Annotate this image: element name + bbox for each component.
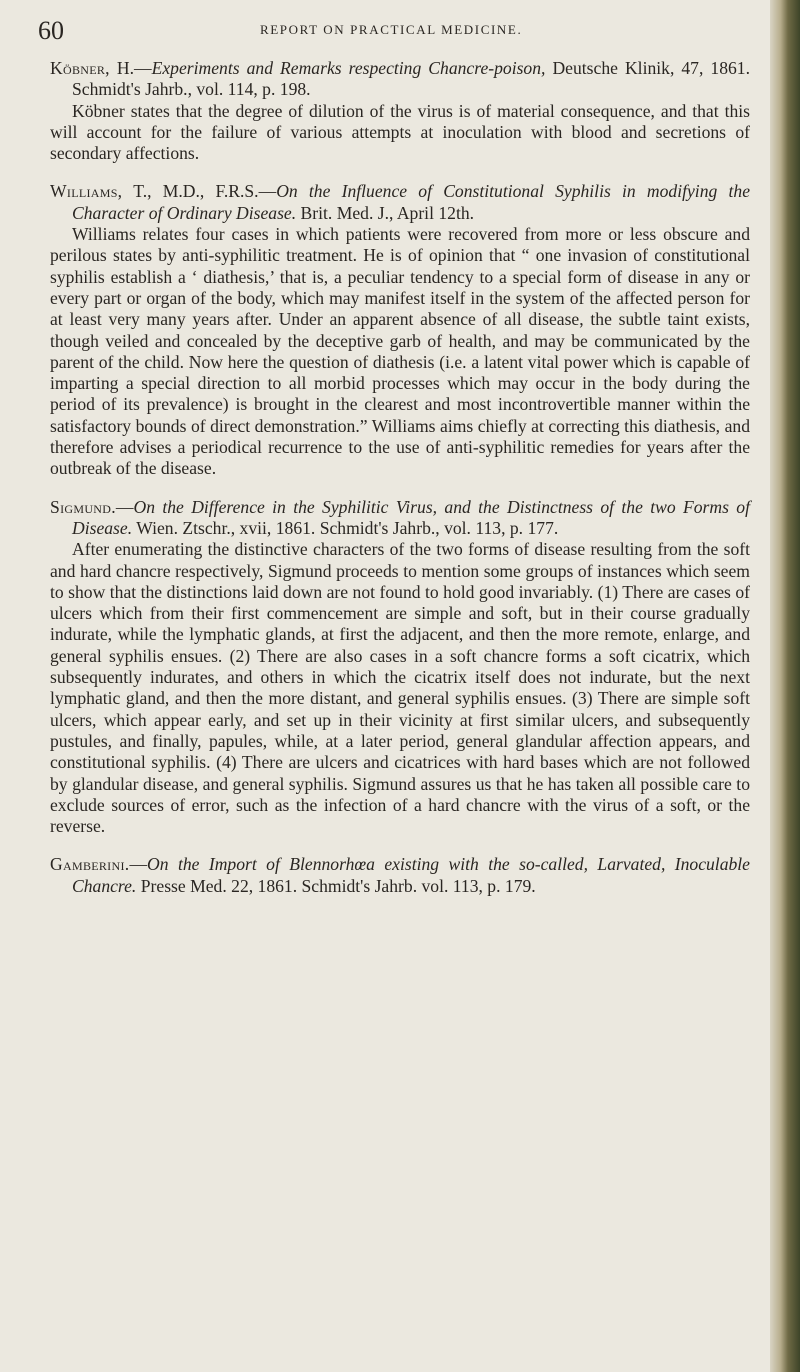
citation [50,854,750,897]
citation [50,58,750,101]
abstract-text: Williams relates four cases in which patients were recovered from more or less obscure and perilous states by anti-syphilitic treatment. He is of opinion that “ one invasion of constitutional syphilis establish a ‘ diathesis,’ that is, a peculiar tendency to a special form of disease in any or every part or organ of the body, which may manifest itself in the system of the affected person for at least very many years after. Under an apparent absence of all disease, the subtle taint exists, though veiled and concealed by the deceptive garb of health, and may be communicated by the parent of the child. Now here the question of diathesis (i.e. a latent vital power which is capable of imparting a special direction to all morbid processes which may occur in the body during the period of its prevalence) is brought in the clearest and most incontrovertible manner within the satisfactory bounds of direct demonstration.” Williams aims chiefly at correcting this diathesis, and therefore advises a periodical recurrence to the use of anti-syphilitic remedies for years after the outbreak of the disease. [50,224,750,479]
abstract-text: Köbner states that the degree of dilution of the virus is of material consequence, and that this will account for the failure of various attempts at inoculation with blood and secretions of secondary affections. [50,100,750,164]
running-head: REPORT ON PRACTICAL MEDICINE. [260,22,523,37]
citation [50,181,750,224]
author-detail: — [129,854,148,875]
article-title: On the Difference in the Syphilitic Virus, and the Distinctness of the two Forms of Disease. [72,496,750,538]
citation-source: Wien. Ztschr., xvii, 1861. Schmidt's Jahrb., vol. 113, p. 177. [132,517,559,538]
citation-source: Presse Med. 22, 1861. Schmidt's Jahrb. vol. 113, p. 179. [136,875,536,896]
author-name: Williams, [50,181,123,202]
article-title: Experiments and Remarks respecting Chancre-poison, [151,58,546,78]
page-number: 60 [38,16,64,45]
author-detail: — [115,496,134,517]
bibliography-entry-sigmund [50,497,750,838]
author-name: Köbner, [50,58,110,78]
bibliography-entry-williams [50,181,750,479]
bibliography-entry-kobner [50,58,750,164]
article-title: On the Import of Blennorhœa existing with the so-called, Larvated, Inoculable Chancre. [72,854,750,896]
page-edge-binding [770,0,800,1372]
citation-source: Brit. Med. J., April 12th. [296,202,475,223]
author-name: Sigmund. [50,496,116,517]
page-content [50,58,750,914]
abstract-text: After enumerating the distinctive characters of the two forms of disease resulting from the soft and hard chancre respectively, Sigmund proceeds to mention some groups of instances which seem to show that the distinctions laid down are not found to hold good invariably. (1) There are cases of ulcers which from their first commencement are simple and soft, but in their course gradually indurate, while the lymphatic glands, at first the adjacent, and then the more remote, enlarge, and general syphilis ensues. (2) There are also cases in a soft chancre forms a soft cicatrix, which subsequently indurates, and others in which the cicatrix itself does not indurate, but the next lymphatic gland, and then the more distant, and general syphilis ensues. (3) There are simple soft ulcers, which appear early, and set up in their vicinity at first similar ulcers, and subsequently pustules, and finally, papules, while, at a later period, general glandular affection appears, and constitutional syphilis. (4) There are ulcers and cicatrices with hard bases which are not followed by glandular disease, and general syphilis. Sigmund assures us that he has taken all possible care to exclude sources of error, such as the infection of a hard chancre with the virus of a soft, or the reverse. [50,539,750,837]
bibliography-entry-gamberini [50,854,750,897]
author-name: Gamberini. [50,854,130,875]
author-detail: T., M.D., F.R.S.— [122,181,277,202]
citation [50,497,750,540]
author-detail: H.— [109,58,152,78]
citation-source: Deutsche Klinik, 47, 1861. Schmidt's Jahrb., vol. 114, p. 198. [72,58,750,100]
article-title: On the Influence of Constitutional Syphilis in modifying the Character of Ordinary Disease. [72,181,751,223]
